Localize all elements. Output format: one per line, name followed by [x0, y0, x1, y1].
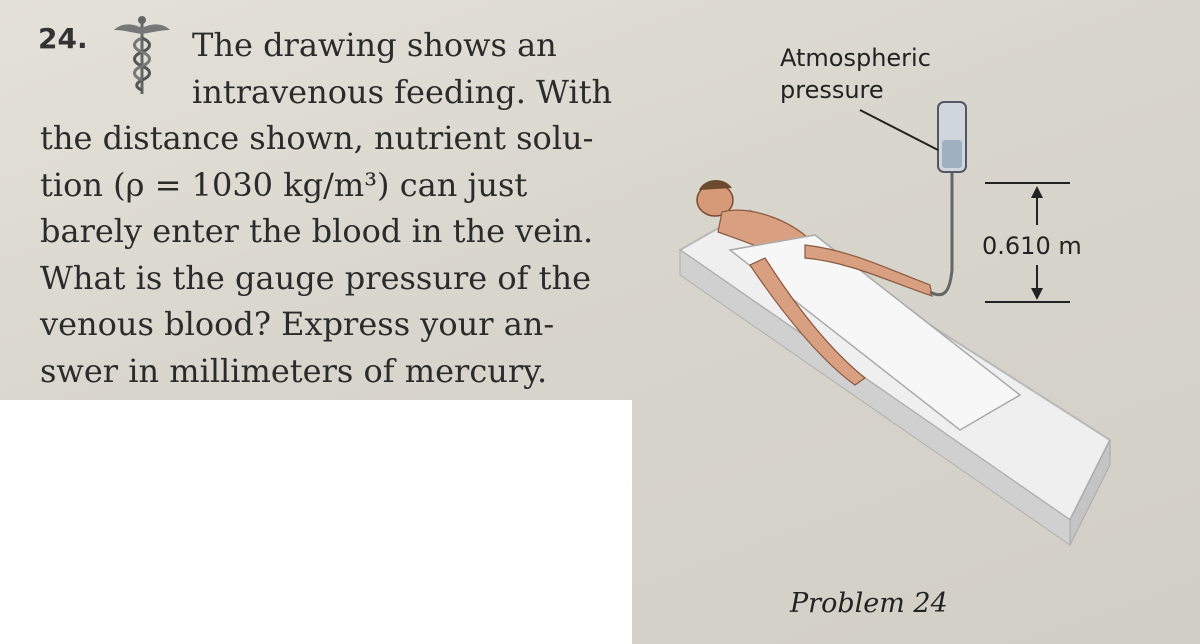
atmospheric-label-line1: Atmospheric — [780, 44, 931, 72]
figure-caption: Problem 24 — [790, 588, 948, 619]
problem-line-6: What is the gauge pressure of the — [40, 258, 592, 297]
problem-text — [40, 22, 613, 394]
whiteout-area — [0, 400, 632, 644]
problem-line-8: swer in millimeters of mercury. — [40, 351, 548, 390]
atmospheric-label-line2: pressure — [780, 76, 884, 104]
problem-line-2: intravenous feeding. With — [192, 72, 613, 111]
problem-line-5: barely enter the blood in the vein. — [40, 212, 594, 250]
distance-label: 0.610 m — [982, 232, 1082, 260]
atmospheric-pressure-label — [780, 42, 931, 106]
problem-line-3: the distance shown, nutrient solu- — [40, 119, 594, 157]
problem-line-7: venous blood? Express your an- — [40, 305, 555, 343]
problem-line-1: The drawing shows an — [192, 26, 557, 64]
problem-line-4: tion (ρ = 1030 kg/m³) can just — [40, 165, 528, 204]
problem-number: 24. — [38, 22, 88, 55]
